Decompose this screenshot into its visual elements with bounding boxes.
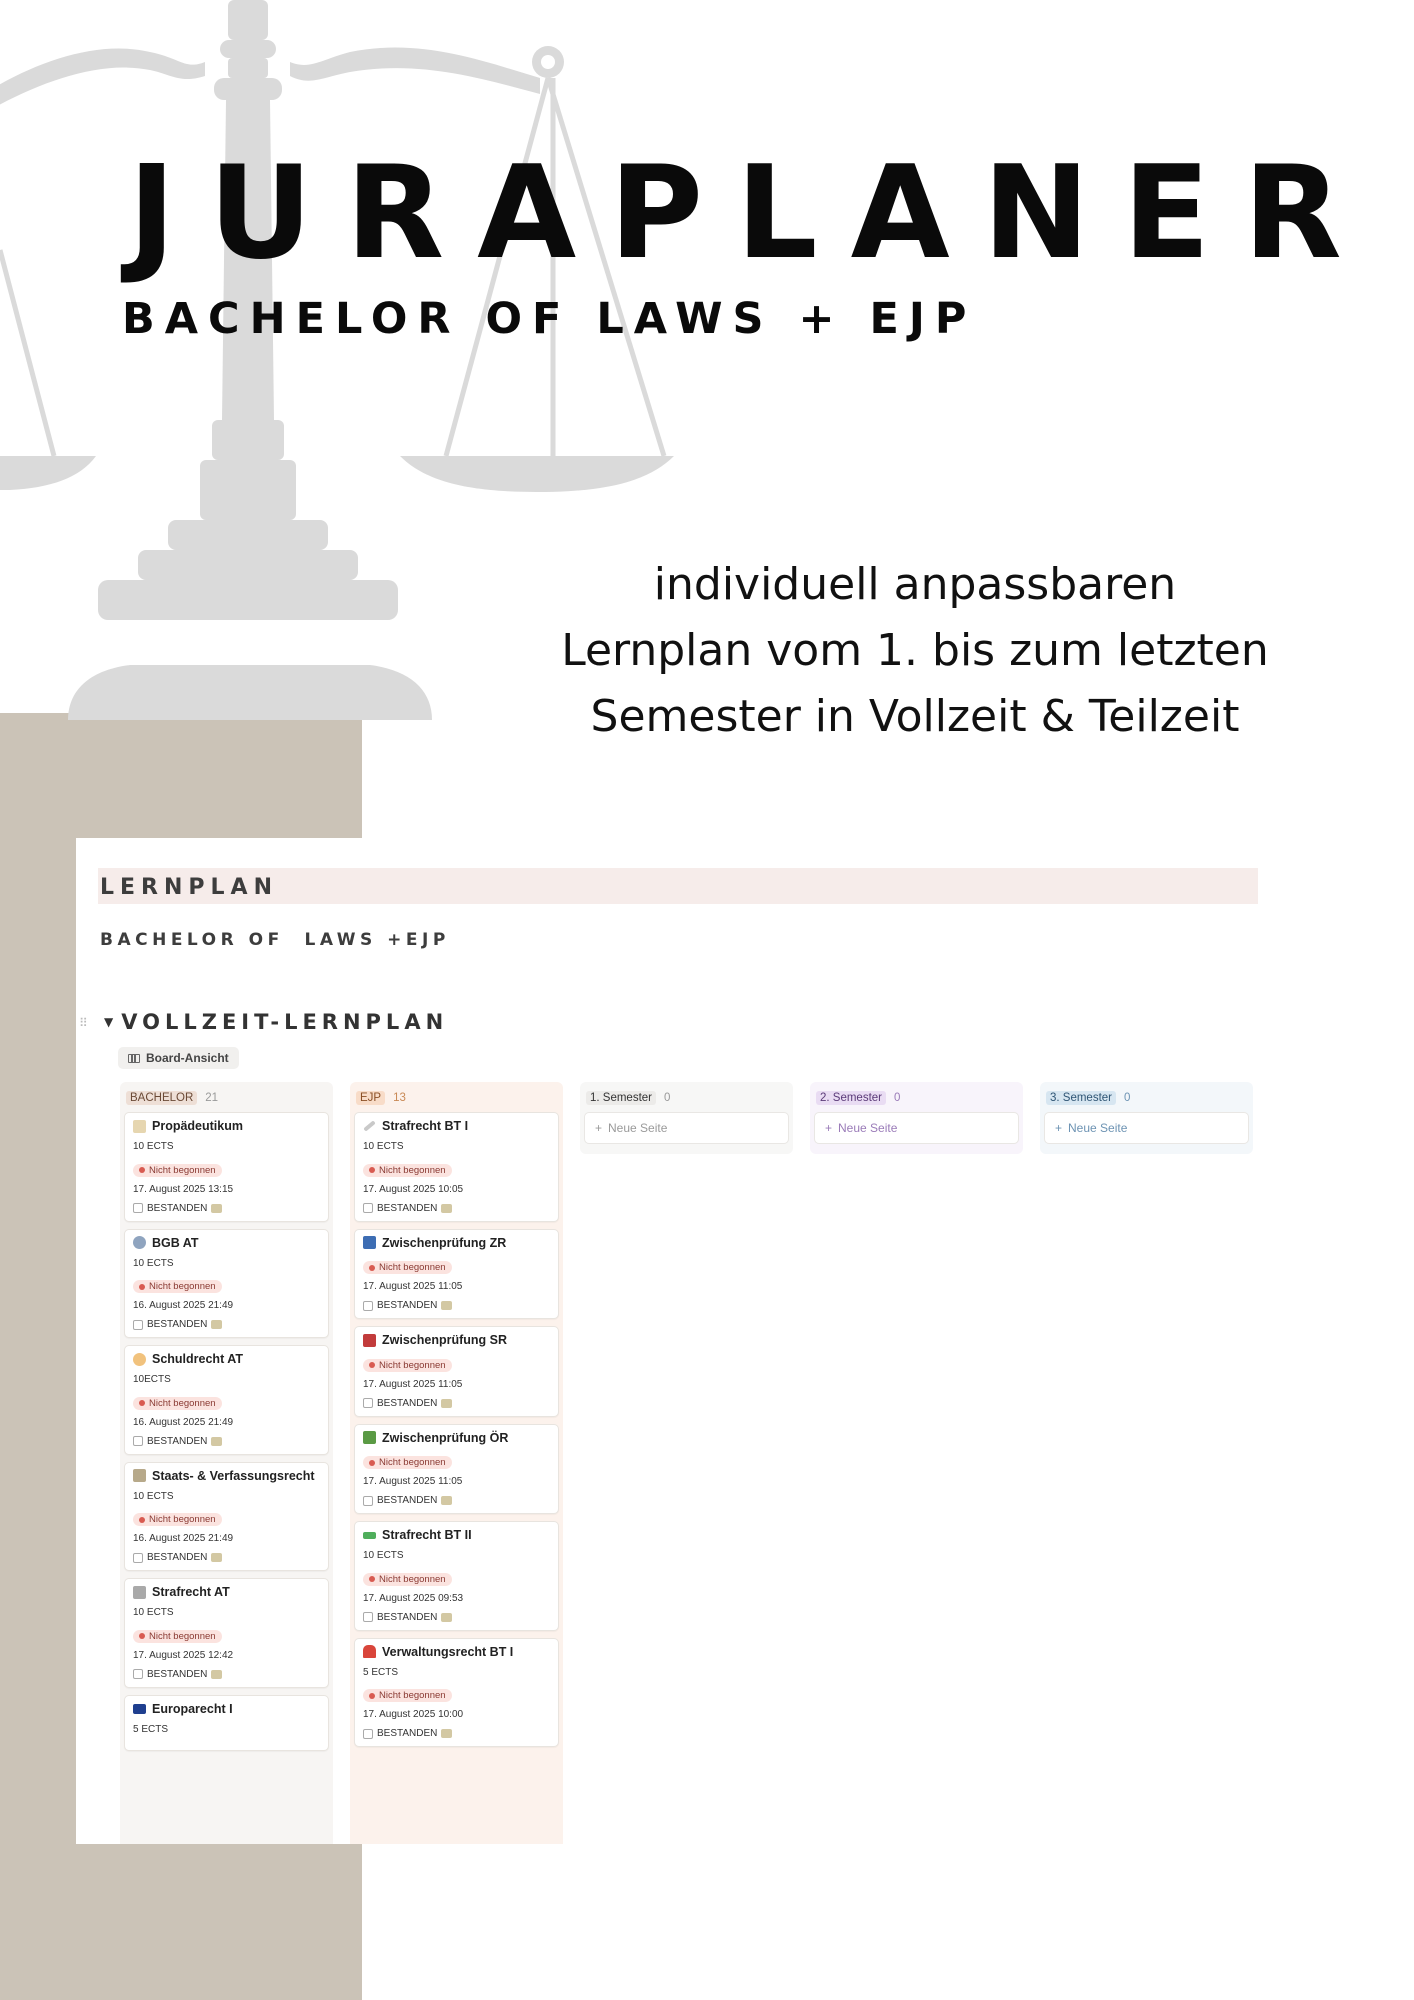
page-subtitle: BACHELOR OF LAWS + EJP bbox=[122, 294, 977, 344]
card-date: 17. August 2025 11:05 bbox=[363, 1378, 463, 1390]
graduation-icon bbox=[211, 1553, 222, 1562]
checkbox-icon[interactable] bbox=[133, 1553, 143, 1563]
board-card[interactable] bbox=[354, 1638, 559, 1748]
checkbox-icon[interactable] bbox=[363, 1203, 373, 1213]
tagline-line: Semester in Vollzeit & Teilzeit bbox=[590, 691, 1240, 742]
status-badge bbox=[133, 1164, 222, 1177]
board-column-semester-2 bbox=[810, 1082, 1023, 1154]
checkbox-icon[interactable] bbox=[363, 1612, 373, 1622]
checkbox-label: BESTANDEN bbox=[147, 1435, 208, 1447]
column-count: 0 bbox=[1124, 1092, 1131, 1104]
new-page-label: Neue Seite bbox=[608, 1121, 668, 1135]
status-badge bbox=[363, 1359, 452, 1372]
column-count: 21 bbox=[205, 1092, 219, 1104]
status-label: Nicht begonnen bbox=[379, 1573, 446, 1585]
board-column-bachelor bbox=[120, 1082, 333, 1844]
board-card[interactable] bbox=[124, 1345, 329, 1455]
lernplan-header bbox=[98, 868, 1258, 904]
card-title: Staats- & Verfassungsrecht bbox=[152, 1468, 315, 1483]
tagline bbox=[540, 552, 1290, 750]
triangle-down-icon[interactable]: ▼ bbox=[104, 1015, 114, 1029]
column-header[interactable] bbox=[1046, 1089, 1247, 1107]
plus-icon: + bbox=[1055, 1121, 1063, 1135]
checkbox-label: BESTANDEN bbox=[377, 1611, 438, 1623]
board-card[interactable] bbox=[124, 1578, 329, 1688]
section-toggle-vollzeit[interactable] bbox=[104, 1010, 448, 1034]
board-card[interactable] bbox=[124, 1112, 329, 1222]
checkbox-label: BESTANDEN bbox=[147, 1202, 208, 1214]
column-count: 0 bbox=[664, 1092, 671, 1104]
bestanden-checkbox[interactable] bbox=[133, 1552, 320, 1563]
status-label: Nicht begonnen bbox=[149, 1397, 216, 1409]
status-label: Nicht begonnen bbox=[149, 1514, 216, 1525]
handshake-icon bbox=[133, 1353, 146, 1366]
swords-icon bbox=[133, 1586, 146, 1599]
status-badge bbox=[133, 1280, 222, 1293]
red-book-icon bbox=[363, 1334, 376, 1347]
board-column-ejp bbox=[350, 1082, 563, 1844]
card-title: Verwaltungsrecht BT I bbox=[382, 1644, 514, 1659]
view-tab-label: Board-Ansicht bbox=[146, 1051, 229, 1065]
board-view-icon bbox=[128, 1054, 140, 1063]
eu-flag-icon bbox=[133, 1704, 146, 1714]
checkbox-label: BESTANDEN bbox=[377, 1728, 438, 1739]
card-date: 17. August 2025 09:53 bbox=[363, 1592, 464, 1604]
pistol-icon bbox=[363, 1532, 376, 1539]
column-tag: EJP bbox=[356, 1091, 385, 1105]
column-header[interactable] bbox=[586, 1089, 787, 1107]
column-tag: 1. Semester bbox=[586, 1091, 656, 1105]
lernplan-subheading: BACHELOR OF LAWS +EJP bbox=[100, 930, 450, 950]
tagline-line: individuell anpassbaren bbox=[653, 559, 1177, 610]
card-ects: 10 ECTS bbox=[363, 1141, 404, 1152]
status-badge bbox=[133, 1630, 222, 1643]
board-card[interactable] bbox=[354, 1326, 559, 1417]
app-screenshot bbox=[76, 838, 1266, 1844]
graduation-icon bbox=[211, 1437, 222, 1446]
card-ects: 10 ECTS bbox=[133, 1257, 174, 1269]
card-date: 17. August 2025 11:05 bbox=[363, 1281, 463, 1292]
board-card[interactable] bbox=[124, 1695, 329, 1751]
graduation-icon bbox=[211, 1204, 222, 1213]
bestanden-checkbox[interactable] bbox=[363, 1398, 550, 1409]
lernplan-heading: LERNPLAN bbox=[100, 875, 278, 900]
checkbox-icon[interactable] bbox=[363, 1729, 373, 1739]
plus-icon: + bbox=[825, 1121, 833, 1135]
column-header[interactable] bbox=[816, 1089, 1017, 1107]
checkbox-icon[interactable] bbox=[133, 1203, 143, 1213]
person-icon bbox=[133, 1236, 146, 1249]
view-tab-board[interactable] bbox=[118, 1047, 239, 1069]
card-date: 17. August 2025 12:42 bbox=[133, 1649, 234, 1661]
plus-icon: + bbox=[595, 1121, 603, 1135]
status-label: Nicht begonnen bbox=[379, 1359, 446, 1371]
new-page-button[interactable] bbox=[584, 1112, 789, 1144]
green-book-icon bbox=[363, 1431, 376, 1444]
card-title: Zwischenprüfung ZR bbox=[382, 1235, 507, 1250]
status-label: Nicht begonnen bbox=[379, 1457, 446, 1468]
graduation-icon bbox=[211, 1670, 222, 1679]
bestanden-checkbox[interactable] bbox=[133, 1669, 320, 1680]
card-title: Strafrecht BT I bbox=[382, 1119, 469, 1133]
checkbox-icon[interactable] bbox=[133, 1320, 143, 1330]
status-badge bbox=[363, 1164, 452, 1177]
bestanden-checkbox[interactable] bbox=[363, 1203, 550, 1214]
knife-icon bbox=[363, 1120, 376, 1131]
checkbox-label: BESTANDEN bbox=[377, 1495, 438, 1506]
checkbox-label: BESTANDEN bbox=[377, 1300, 438, 1311]
siren-icon bbox=[363, 1645, 376, 1658]
board-card[interactable] bbox=[354, 1521, 559, 1631]
section-title: VOLLZEIT-LERNPLAN bbox=[121, 1010, 449, 1034]
card-title: BGB AT bbox=[152, 1235, 199, 1250]
new-page-label: Neue Seite bbox=[1068, 1121, 1128, 1135]
column-count: 0 bbox=[894, 1092, 901, 1104]
card-title: Strafrecht AT bbox=[152, 1585, 230, 1599]
status-badge bbox=[133, 1397, 222, 1410]
building-icon bbox=[133, 1469, 146, 1482]
status-label: Nicht begonnen bbox=[149, 1630, 216, 1642]
card-title: Strafrecht BT II bbox=[382, 1528, 472, 1542]
checkbox-icon[interactable] bbox=[133, 1669, 143, 1679]
card-ects: 10ECTS bbox=[133, 1374, 171, 1385]
card-ects: 10 ECTS bbox=[133, 1490, 174, 1502]
card-date: 17. August 2025 11:05 bbox=[363, 1476, 463, 1487]
checkbox-icon[interactable] bbox=[363, 1398, 373, 1408]
bestanden-checkbox[interactable] bbox=[133, 1203, 320, 1214]
card-date: 17. August 2025 13:15 bbox=[133, 1183, 234, 1195]
board-card[interactable] bbox=[354, 1424, 559, 1515]
checkbox-icon[interactable] bbox=[363, 1496, 373, 1506]
new-page-button[interactable] bbox=[1044, 1112, 1249, 1144]
card-title: Propädeutikum bbox=[152, 1119, 243, 1133]
tagline-line: Lernplan vom 1. bis zum letzten bbox=[561, 625, 1269, 676]
board-card[interactable] bbox=[124, 1229, 329, 1339]
card-ects: 10 ECTS bbox=[133, 1607, 174, 1618]
card-title: Schuldrecht AT bbox=[152, 1352, 243, 1366]
new-page-button[interactable] bbox=[814, 1112, 1019, 1144]
bestanden-checkbox[interactable] bbox=[363, 1300, 550, 1311]
drag-handle-icon[interactable]: ⠿ bbox=[79, 1016, 88, 1030]
new-page-label: Neue Seite bbox=[838, 1121, 898, 1135]
bestanden-checkbox[interactable] bbox=[133, 1436, 320, 1447]
board-column-semester-3 bbox=[1040, 1082, 1253, 1154]
card-date: 16. August 2025 21:49 bbox=[133, 1416, 234, 1428]
column-count: 13 bbox=[393, 1092, 406, 1104]
graduation-icon bbox=[441, 1399, 452, 1408]
graduation-icon bbox=[441, 1204, 452, 1213]
column-header[interactable] bbox=[356, 1089, 557, 1107]
checkbox-label: BESTANDEN bbox=[377, 1202, 438, 1214]
board-column-semester-1 bbox=[580, 1082, 793, 1154]
status-label: Nicht begonnen bbox=[379, 1164, 446, 1176]
graduation-icon bbox=[211, 1320, 222, 1329]
checkbox-label: BESTANDEN bbox=[377, 1397, 438, 1409]
card-date: 17. August 2025 10:00 bbox=[363, 1709, 464, 1720]
blue-book-icon bbox=[363, 1236, 376, 1249]
board-card[interactable] bbox=[124, 1462, 329, 1572]
card-date: 17. August 2025 10:05 bbox=[363, 1183, 464, 1195]
graduation-icon bbox=[441, 1613, 452, 1622]
board-card[interactable] bbox=[354, 1229, 559, 1320]
card-ects: 5 ECTS bbox=[133, 1723, 169, 1735]
card-ects: 10 ECTS bbox=[133, 1141, 174, 1152]
column-tag: BACHELOR bbox=[126, 1091, 197, 1105]
status-label: Nicht begonnen bbox=[149, 1281, 216, 1292]
column-header[interactable] bbox=[126, 1089, 327, 1107]
card-title: Zwischenprüfung SR bbox=[382, 1333, 507, 1347]
graduation-icon bbox=[441, 1729, 452, 1738]
checkbox-icon[interactable] bbox=[133, 1436, 143, 1446]
status-label: Nicht begonnen bbox=[379, 1262, 446, 1273]
card-ects: 5 ECTS bbox=[363, 1666, 399, 1678]
graduation-icon bbox=[441, 1301, 452, 1310]
status-badge bbox=[363, 1573, 452, 1586]
bestanden-checkbox[interactable] bbox=[133, 1319, 320, 1330]
status-label: Nicht begonnen bbox=[379, 1690, 446, 1701]
checkbox-label: BESTANDEN bbox=[147, 1668, 208, 1680]
status-badge bbox=[363, 1456, 452, 1469]
card-date: 16. August 2025 21:49 bbox=[133, 1300, 234, 1311]
checkbox-label: BESTANDEN bbox=[147, 1552, 208, 1563]
status-badge bbox=[363, 1689, 452, 1702]
card-ects: 10 ECTS bbox=[363, 1550, 404, 1561]
board-card[interactable] bbox=[354, 1112, 559, 1222]
column-tag: 2. Semester bbox=[816, 1091, 886, 1105]
card-date: 16. August 2025 21:49 bbox=[133, 1533, 234, 1544]
status-badge bbox=[363, 1261, 452, 1274]
status-badge bbox=[133, 1513, 222, 1526]
column-tag: 3. Semester bbox=[1046, 1091, 1116, 1105]
status-label: Nicht begonnen bbox=[149, 1164, 216, 1176]
scroll-icon bbox=[133, 1120, 146, 1133]
bestanden-checkbox[interactable] bbox=[363, 1612, 550, 1623]
card-title: Zwischenprüfung ÖR bbox=[382, 1430, 509, 1445]
checkbox-icon[interactable] bbox=[363, 1301, 373, 1311]
bestanden-checkbox[interactable] bbox=[363, 1495, 550, 1506]
graduation-icon bbox=[441, 1496, 452, 1505]
card-title: Europarecht I bbox=[152, 1701, 233, 1716]
checkbox-label: BESTANDEN bbox=[147, 1319, 208, 1330]
page-title: JURAPLANER bbox=[128, 139, 1375, 288]
bestanden-checkbox[interactable] bbox=[363, 1728, 550, 1739]
